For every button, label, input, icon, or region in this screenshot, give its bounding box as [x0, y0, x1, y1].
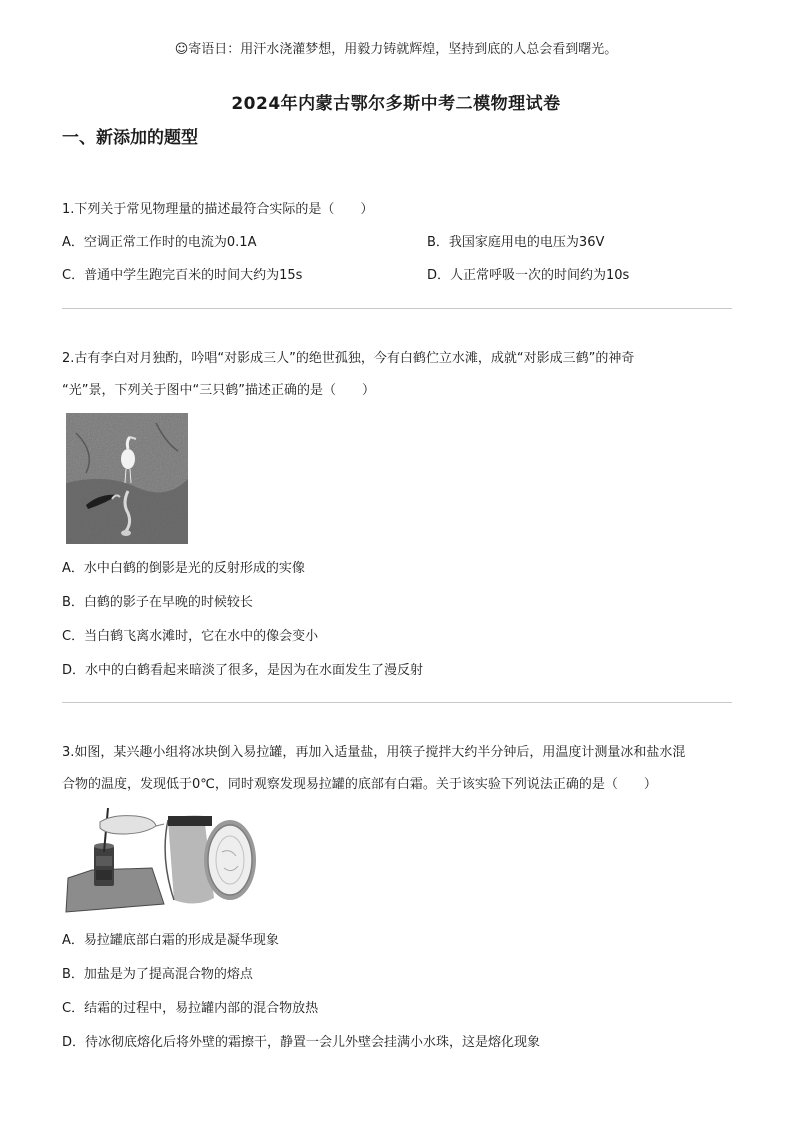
question-3-option-a[interactable]: A．易拉罐底部白霜的形成是凝华现象	[62, 933, 279, 948]
document-title: 2024年内蒙古鄂尔多斯中考二模物理试卷	[231, 94, 561, 114]
section-title: 一、新添加的题型	[62, 128, 198, 148]
question-1-option-a[interactable]: A．空调正常工作时的电流为0.1A	[62, 235, 257, 250]
question-2-option-c[interactable]: C．当白鹤飞离水滩时，它在水中的像会变小	[62, 629, 319, 644]
can-experiment-photo-icon	[64, 808, 260, 914]
question-1-option-d[interactable]: D．人正常呼吸一次的时间约为10s	[427, 268, 630, 283]
question-3-option-d[interactable]: D．待冰彻底熔化后将外壁的霜擦干，静置一会儿外壁会挂满小水珠，这是熔化现象	[62, 1035, 541, 1050]
question-3-option-c[interactable]: C．结霜的过程中，易拉罐内部的混合物放热	[62, 1001, 319, 1016]
question-divider	[62, 702, 732, 703]
question-divider	[62, 308, 732, 309]
question-2-option-a[interactable]: A．水中白鹤的倒影是光的反射形成的实像	[62, 561, 305, 576]
question-1-stem: 1.下列关于常见物理量的描述最符合实际的是（ ）	[62, 202, 374, 217]
question-3-stem-line-2: 合物的温度，发现低于0℃，同时观察发现易拉罐的底部有白霜。关于该实验下列说法正确的是（ ）	[62, 777, 657, 792]
question-3-option-b[interactable]: B．加盐是为了提高混合物的熔点	[62, 967, 253, 982]
question-2-option-b[interactable]: B．白鹤的影子在早晚的时候较长	[62, 595, 253, 610]
question-2-option-d[interactable]: D．水中的白鹤看起来暗淡了很多，是因为在水面发生了漫反射	[62, 663, 424, 678]
motto-header: ☺寄语日：用汗水浇灌梦想，用毅力铸就辉煌，坚持到底的人总会看到曙光。	[174, 42, 618, 57]
question-2-stem-line-2: “光”景，下列关于图中“三只鹤”描述正确的是（ ）	[62, 383, 375, 398]
question-2-stem-line-1: 2.古有李白对月独酌，吟唱“对影成三人”的绝世孤独，今有白鹤伫立水滩，成就“对影成三鹤”的神奇	[62, 351, 635, 366]
question-1-option-b[interactable]: B．我国家庭用电的电压为36V	[427, 235, 605, 250]
question-3-stem-line-1: 3.如图，某兴趣小组将冰块倒入易拉罐，再加入适量盐，用筷子搅拌大约半分钟后，用温度计测量冰和盐水混	[62, 745, 686, 760]
question-1-option-c[interactable]: C．普通中学生跑完百米的时间大约为15s	[62, 268, 303, 283]
crane-photo-icon	[66, 413, 188, 544]
